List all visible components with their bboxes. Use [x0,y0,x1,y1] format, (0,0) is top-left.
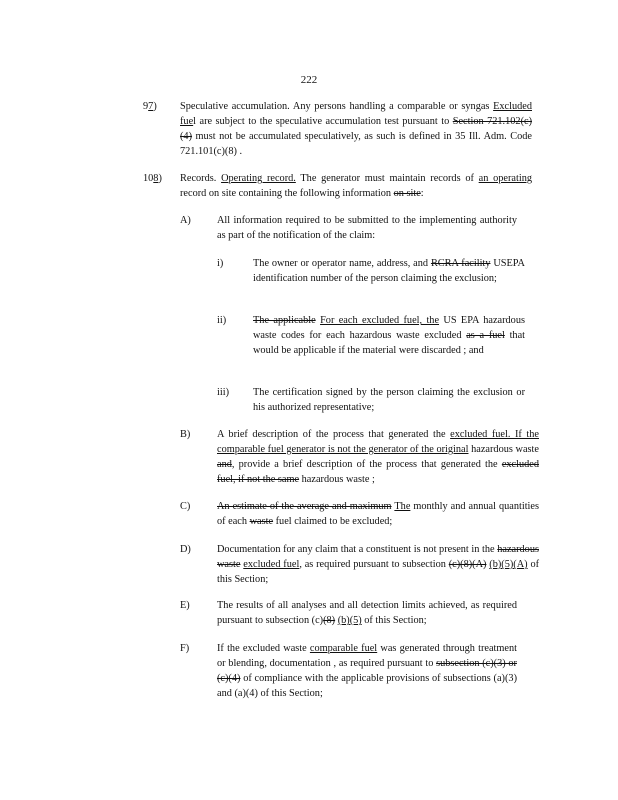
text-run: 10 [143,173,154,184]
section-10-text [180,171,532,201]
deleted-text: Section 721.102(c)(4) [180,116,532,142]
text-run: must not be accumulated speculatively, as such is defined in 35 Ill. Adm. Code 721.101(c)(8) . [180,131,532,157]
text-run: Speculative accumulation. Any persons handling a comparable or syngas [180,101,494,112]
deleted-text: (c)(8)(A) [448,559,487,570]
subsection-b-label: B) [180,429,191,440]
text-run: USEPA identification number of the person claiming the exclusion; [253,258,525,284]
inserted-text: Excluded fue [180,101,532,127]
inserted-text: comparable fuel [309,643,378,654]
subsection-c-label: C) [180,501,191,512]
deleted-text: as a fuel [466,330,505,341]
section-10-number [143,171,162,186]
inserted-text: (b)(5)(A) [489,559,528,570]
inserted-text: For each excluded fuel, the [320,315,440,326]
text-run: of this Section; [217,559,540,585]
subsection-f-text [217,641,517,701]
inserted-text: excluded fuel. If the comparable fuel generator is not the generator of the original [217,429,539,455]
inserted-text: Operating record. [221,173,296,184]
inserted-text: The [394,501,411,512]
deleted-text: and [217,459,232,470]
subsection-i-label: i) [217,258,224,269]
deleted-text: (8) [323,615,336,626]
section-9-text [180,99,532,159]
text-run: l are subject to the speculative accumulation test pursuant to [193,116,453,127]
inserted-text: 7 [148,101,154,112]
text-run: If the excluded waste [217,643,310,654]
subsection-b-text [217,427,539,487]
page-number: 222 [300,74,318,86]
deleted-text: waste [249,516,274,527]
inserted-text: 8 [153,173,159,184]
subsection-ii-label: ii) [217,315,227,326]
text-run: of compliance with the applicable provisions of subsections (a)(3) and (a)(4) of this Section; [217,673,517,699]
text-run: was generated through treatment or blending, documentation , as required pursuant to [217,643,517,669]
subsection-c-text [217,499,539,529]
text-run: of this Section; [361,615,427,626]
text-run: The results of all analyses and all detection limits achieved, as required pursuant to subsection (c) [217,600,517,626]
subsection-a-label: A) [180,215,191,226]
subsection-i-text [253,256,525,286]
subsection-f-label: F) [180,643,190,654]
text-run: record on site containing the following information [180,188,394,199]
subsection-a-text [217,213,517,243]
inserted-text: excluded fuel [243,559,300,570]
deleted-text: The applicable [253,315,316,326]
subsection-iii-label: iii) [217,387,230,398]
subsection-e-text [217,598,517,628]
text-run: hazardous waste ; [299,474,375,485]
text-run: : [420,188,424,199]
text-run: ) [153,101,157,112]
text-run: All information required to be submitted to the implementing authority as part of the notification of the claim: [217,215,517,241]
subsection-iii-text [253,385,525,415]
text-run: The generator must maintain records of [295,173,479,184]
text-run: US EPA hazardous waste codes for each hazardous waste excluded [253,315,525,341]
text-run: 9 [143,101,149,112]
deleted-text: subsection (c)(3) or (c)(4) [217,658,517,684]
text-run: The owner or operator name, address, and [253,258,431,269]
text-run: , provide a brief description of the process that generated the [231,459,502,470]
text-run: monthly and annual quantities of each [217,501,539,527]
text-run: The certification signed by the person claiming the exclusion or his authorized representative; [253,387,525,413]
deleted-text: on site [393,188,421,199]
subsection-e-label: E) [180,600,190,611]
deleted-text: hazardous waste [217,544,539,570]
text-run: Documentation for any claim that a constituent is not present in the [217,544,498,555]
section-9-number [143,99,157,114]
text-run: hazardous waste [468,444,539,455]
text-run: Records. [180,173,222,184]
text-run: ) [158,173,162,184]
text-run: fuel claimed to be excluded; [273,516,393,527]
subsection-d-label: D) [180,544,191,555]
inserted-text: (b)(5) [337,615,362,626]
text-run: that would be applicable if the material were discarded ; and [253,330,526,356]
text-run: , as required pursuant to subsection [299,559,449,570]
text-run: A brief description of the process that generated the [217,429,451,440]
deleted-text: RCRA facility [430,258,491,269]
deleted-text: An estimate of the average and maximum [217,501,392,512]
deleted-text: excluded fuel, if not the same [217,459,539,485]
subsection-d-text [217,542,539,587]
subsection-ii-text [253,313,525,358]
inserted-text: an operating [478,173,532,184]
